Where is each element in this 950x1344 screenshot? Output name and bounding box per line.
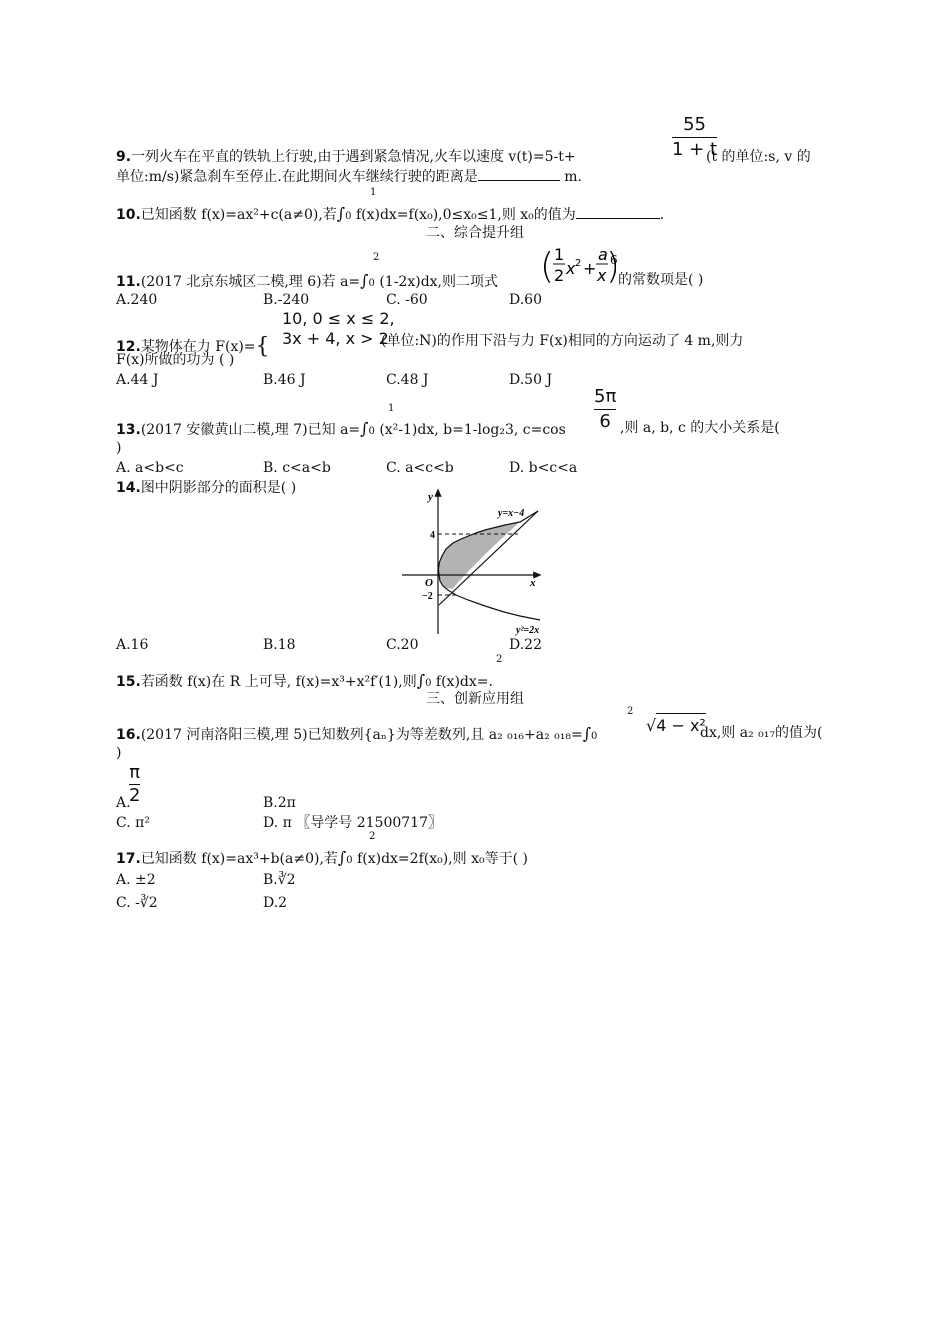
q13-frac-num: 5π: [594, 386, 617, 407]
svg-text:x: x: [566, 259, 576, 278]
q11-number: 11.: [116, 274, 141, 290]
q11-text-b: (1-2x)dx,则二项式: [374, 274, 498, 290]
q14-line: [116, 481, 296, 495]
q13-option-b[interactable]: B. c<a<b: [263, 460, 331, 476]
q14-label-y: y: [428, 491, 433, 503]
q16-line1: [116, 726, 597, 742]
q12-line2: F(x)所做的功为 ( ): [116, 352, 235, 368]
q11-option-b[interactable]: B.-240: [263, 292, 310, 308]
q16-line2: ): [116, 745, 122, 761]
q9-line2: [116, 170, 582, 184]
q16-sqrt: [646, 718, 706, 734]
q11-int-bot: 0: [368, 278, 375, 289]
q9-text-a: 一列火车在平直的铁轨上行驶,由于遇到紧急情况,火车以速度 v(t)=5-t+: [131, 149, 576, 165]
q14-label-x: x: [530, 577, 536, 589]
q10-answer-blank[interactable]: [576, 218, 660, 219]
q11-int-top: 2: [373, 252, 380, 263]
q12-option-d[interactable]: D.50 J: [509, 372, 553, 388]
q13-text-a: (2017 安徽黄山二模,理 7)已知 a=: [140, 422, 361, 438]
q17-int-bot: 0: [346, 855, 353, 866]
q15-text-b: f(x)dx=.: [431, 674, 493, 690]
q15-integral-icon: ∫: [416, 671, 426, 690]
q15-line: [116, 673, 493, 689]
q16-option-d[interactable]: D. π 〖导学号 21500717〗: [263, 815, 442, 831]
q9-answer-blank[interactable]: [478, 180, 560, 181]
q16-int-bot: 0: [591, 731, 598, 742]
svg-text:(: (: [540, 246, 555, 287]
q14-tick-4: 4: [430, 530, 435, 541]
q17-text-a: 已知函数 f(x)=ax³+b(a≠0),若: [140, 851, 338, 867]
q14-label-line: y=x−4: [498, 508, 525, 519]
q10-int-bot: 0: [345, 211, 352, 222]
q17-integral-icon: ∫: [337, 848, 347, 867]
q12-text-b: (单位:N)的作用下沿与力 F(x)相同的方向运动了 4 m,则力: [381, 333, 744, 349]
q11-integral-icon: ∫: [360, 271, 369, 290]
q16-number: 16.: [116, 727, 141, 743]
q16-sqrt-icon: √: [646, 716, 657, 735]
q16-option-a-label[interactable]: A.: [116, 795, 131, 811]
q10-line: [116, 206, 664, 222]
q13-text-c: ,则 a, b, c 的大小关系是(: [620, 420, 780, 436]
svg-text:2: 2: [554, 266, 565, 285]
q11-option-d[interactable]: D.60: [509, 292, 542, 308]
q14-option-a[interactable]: A.16: [116, 637, 149, 653]
q17-option-b[interactable]: B.∛2: [263, 872, 296, 888]
q14-option-c[interactable]: C.20: [386, 637, 419, 653]
q17-option-a[interactable]: A. ±2: [116, 872, 156, 888]
q14-label-origin: O: [425, 577, 433, 589]
q9-line2-end: m.: [559, 169, 582, 185]
q16-option-c[interactable]: C. π²: [116, 815, 150, 831]
q14-graph: [396, 488, 556, 636]
q13-option-d[interactable]: D. b<c<a: [509, 460, 578, 476]
q13-fraction: [594, 388, 616, 431]
q16-text-a: (2017 河南洛阳三模,理 5)已知数列{aₙ}为等差数列,且 a₂ ₀₁₆+a₂ ₀₁₈=: [140, 727, 583, 743]
q13-frac-den: 6: [599, 411, 611, 432]
q11-option-a[interactable]: A.240: [116, 292, 158, 308]
q13-line1: [116, 421, 566, 437]
q12-text-a: 某物体在力 F(x)=: [140, 339, 256, 355]
q10-text-b: f(x)dx=f(x₀),0≤x₀≤1,则 x₀的值为: [351, 207, 576, 223]
q12-case1: 10, 0 ≤ x ≤ 2,: [282, 309, 395, 328]
q10-int-top: 1: [370, 187, 377, 198]
q17-line: [116, 850, 528, 866]
q17-int-top: 2: [369, 831, 376, 842]
q14-text: 图中阴影部分的面积是( ): [140, 480, 297, 496]
q12-number: 12.: [116, 339, 141, 355]
q16-option-a-num: π: [129, 762, 141, 783]
svg-text:a: a: [598, 246, 608, 264]
q16-option-a-den: 2: [129, 785, 141, 806]
q16-text-b: dx,则 a₂ ₀₁₇的值为(: [700, 725, 823, 741]
q13-line2: ): [116, 440, 122, 456]
q11-binomial-svg: [540, 246, 616, 290]
q14-option-b[interactable]: B.18: [263, 637, 296, 653]
q16-option-b[interactable]: B.2π: [263, 795, 296, 811]
q11-text-a: (2017 北京东城区二模,理 6)若 a=: [140, 274, 361, 290]
svg-text:1: 1: [554, 246, 565, 264]
q12-brace-icon: {: [255, 334, 270, 359]
q10-text-a: 已知函数 f(x)=ax²+c(a≠0),若: [140, 207, 337, 223]
q14-option-d[interactable]: D.22: [509, 637, 542, 653]
q13-int-top: 1: [388, 403, 395, 414]
section-3-heading: 三、创新应用组: [426, 691, 524, 707]
q9-number: 9.: [116, 149, 132, 165]
q16-option-a-fraction[interactable]: [129, 764, 140, 805]
q11-line: [116, 273, 498, 289]
q10-integral-icon: ∫: [336, 204, 346, 223]
q12-option-b[interactable]: B.46 J: [263, 372, 306, 388]
q9-frac-num: 55: [683, 114, 706, 135]
q11-exponent: 6: [610, 253, 618, 267]
q17-number: 17.: [116, 851, 141, 867]
q9-frac-den: 1 + t: [672, 139, 718, 160]
q13-int-bot: 0: [368, 426, 375, 437]
q10-end: .: [659, 207, 665, 223]
q12-option-c[interactable]: C.48 J: [386, 372, 429, 388]
q11-option-c[interactable]: C. -60: [386, 292, 428, 308]
q13-option-c[interactable]: C. a<c<b: [386, 460, 454, 476]
q17-option-c[interactable]: C. -∛2: [116, 895, 158, 911]
q10-number: 10.: [116, 207, 141, 223]
q16-int-top: 2: [627, 706, 634, 717]
q15-number: 15.: [116, 674, 141, 690]
q11-binomial-expr: [540, 246, 616, 294]
q15-int-bot: 0: [425, 678, 432, 689]
svg-text:+: +: [583, 259, 597, 278]
q9-text-line2: 单位:m/s)紧急刹车至停止.在此期间火车继续行驶的距离是: [116, 169, 478, 185]
q14-number: 14.: [116, 480, 141, 496]
q15-text-a: 若函数 f(x)在 R 上可导, f(x)=x³+x²f′(1),则: [140, 674, 417, 690]
q15-int-top: 2: [496, 654, 503, 665]
q13-number: 13.: [116, 422, 141, 438]
q13-text-b: (x²-1)dx, b=1-log₂3, c=cos: [374, 422, 566, 438]
q17-option-d[interactable]: D.2: [263, 895, 288, 911]
q13-integral-icon: ∫: [360, 419, 369, 438]
q11-text-c: 的常数项是( ): [618, 272, 704, 288]
section-2-heading: 二、综合提升组: [426, 225, 524, 241]
q17-text-b: f(x)dx=2f(x₀),则 x₀等于( ): [352, 851, 528, 867]
q16-integral-icon: ∫: [582, 724, 592, 743]
q14-label-curve: y²=2x: [516, 625, 540, 636]
q9-text-b: (t 的单位:s, v 的: [706, 149, 811, 165]
q13-option-a[interactable]: A. a<b<c: [116, 460, 184, 476]
q14-tick-m2: −2: [422, 591, 433, 602]
svg-text:2: 2: [575, 258, 582, 269]
q12-case2: 3x + 4, x > 2: [282, 329, 389, 348]
q9-line1: [116, 150, 576, 164]
q16-sqrt-content: 4 − x²: [656, 713, 706, 735]
q12-option-a[interactable]: A.44 J: [116, 372, 159, 388]
svg-text:x: x: [597, 266, 607, 285]
